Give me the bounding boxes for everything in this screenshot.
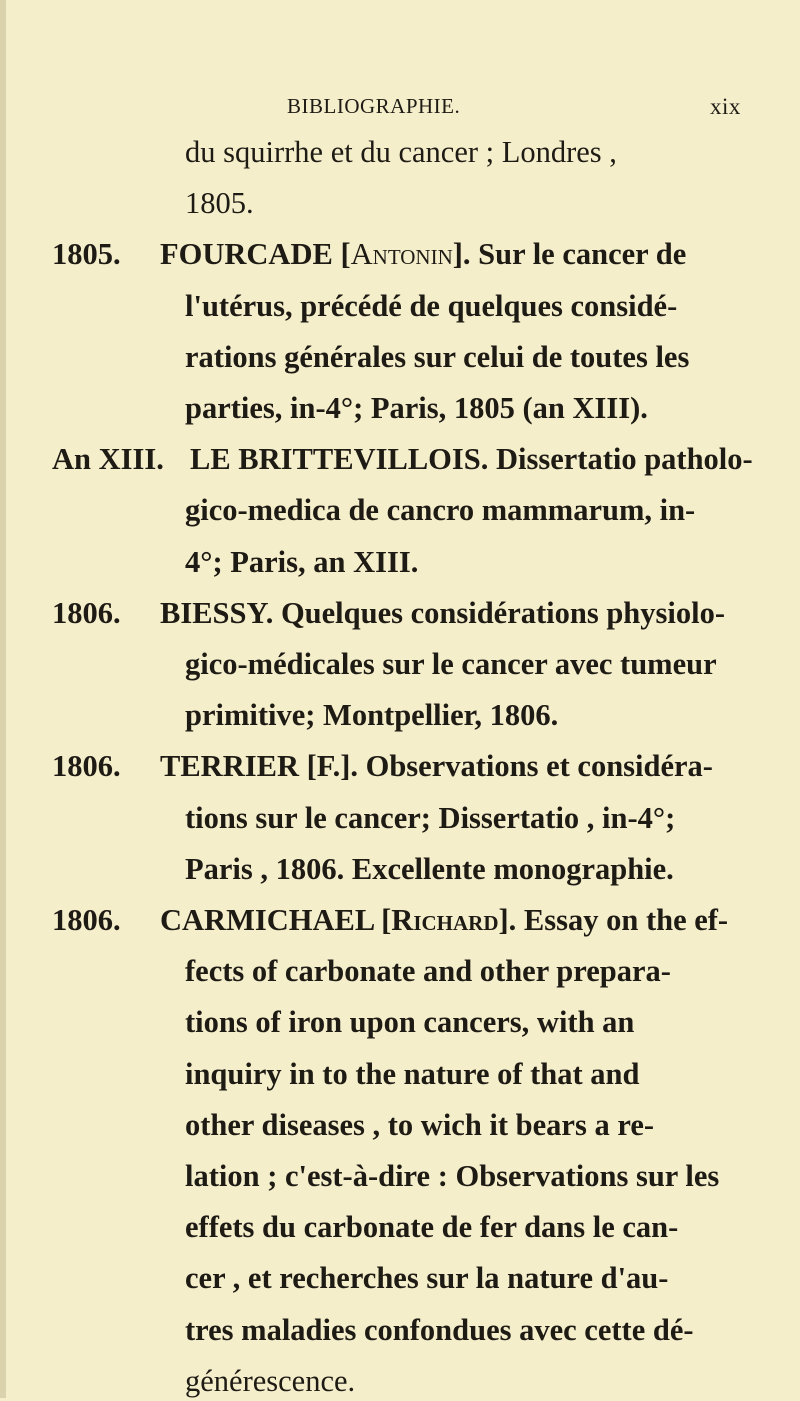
text-segment: tions of iron upon cancers, with an bbox=[185, 1005, 635, 1040]
text-line bbox=[185, 798, 675, 838]
text-line bbox=[185, 1310, 694, 1350]
entry-year: 1805. bbox=[52, 237, 121, 272]
text-line bbox=[185, 337, 689, 377]
entry-year: 1806. bbox=[52, 749, 121, 784]
text-segment: ]. Essay on the ef- bbox=[498, 903, 729, 937]
text-line bbox=[185, 132, 617, 172]
text-line bbox=[185, 1002, 634, 1042]
text-line bbox=[185, 1054, 639, 1094]
text-segment: tres maladies confondues avec cette dé- bbox=[185, 1312, 694, 1347]
text-segment: tions sur le cancer; Dissertatio , in-4°; bbox=[185, 800, 676, 835]
text-line bbox=[185, 183, 254, 223]
text-segment: effets du carbonate de fer dans le can- bbox=[185, 1210, 679, 1245]
text-line bbox=[185, 1207, 678, 1247]
text-line bbox=[185, 644, 717, 684]
text-line bbox=[160, 746, 713, 786]
text-line bbox=[185, 1105, 654, 1145]
page-number: xix bbox=[710, 94, 741, 119]
text-segment: ]. Sur le cancer de bbox=[452, 237, 687, 272]
text-line bbox=[185, 849, 674, 889]
text-line bbox=[190, 439, 753, 479]
text-segment: inquiry in to the nature of that and bbox=[185, 1056, 640, 1091]
text-line bbox=[185, 490, 695, 530]
text-segment: CARMICHAEL [ bbox=[160, 903, 392, 937]
text-line bbox=[160, 900, 728, 940]
text-segment: rations générales sur celui de toutes les bbox=[185, 339, 690, 374]
text-line bbox=[185, 1258, 668, 1298]
entry-year: 1806. bbox=[52, 595, 121, 630]
author-forename: Richard bbox=[391, 903, 499, 937]
text-segment: du squirrhe et du cancer ; Londres , bbox=[185, 135, 617, 169]
text-segment: 1805. bbox=[185, 186, 254, 221]
running-title: BIBLIOGRAPHIE. bbox=[287, 94, 461, 118]
text-line bbox=[160, 234, 686, 274]
text-line bbox=[185, 542, 418, 582]
text-segment: gico-medica de cancro mammarum, in- bbox=[185, 493, 696, 528]
text-segment: Paris , 1806. Excellente monographie. bbox=[185, 851, 674, 886]
author-forename: Antonin bbox=[350, 237, 453, 272]
text-segment: 4°; Paris, an XIII. bbox=[185, 544, 419, 579]
text-line bbox=[185, 951, 671, 991]
text-line bbox=[185, 1156, 719, 1196]
text-line bbox=[160, 593, 725, 633]
text-segment: BIESSY. Quelques considérations physiolo- bbox=[160, 595, 725, 630]
text-line bbox=[185, 695, 558, 735]
page-edge bbox=[0, 0, 6, 1398]
text-segment: TERRIER [F.]. Observations et considéra- bbox=[160, 749, 713, 784]
text-line bbox=[185, 1361, 355, 1401]
text-segment: gico-médicales sur le cancer avec tumeur bbox=[185, 647, 717, 681]
entry-year: An XIII. bbox=[52, 442, 164, 477]
text-line bbox=[185, 286, 677, 326]
text-segment: LE BRITTEVILLOIS. Dissertatio patholo- bbox=[190, 442, 753, 477]
text-segment: primitive; Montpellier, 1806. bbox=[185, 698, 559, 733]
text-segment: fects of carbonate and other prepara- bbox=[185, 954, 671, 989]
running-header bbox=[0, 94, 800, 122]
text-segment: lation ; c'est-à-dire : Observations sur les bbox=[185, 1159, 720, 1193]
text-segment: l'utérus, précédé de quelques considé- bbox=[185, 288, 678, 323]
text-segment: cer , et recherches sur la nature d'au- bbox=[185, 1261, 669, 1296]
text-segment: générescence. bbox=[185, 1363, 356, 1398]
entry-year: 1806. bbox=[52, 903, 121, 937]
text-segment: parties, in-4°; Paris, 1805 (an XIII). bbox=[185, 391, 648, 425]
text-segment: FOURCADE [ bbox=[160, 237, 351, 272]
text-segment: other diseases , to wich it bears a re- bbox=[185, 1107, 655, 1142]
text-line bbox=[185, 388, 648, 428]
